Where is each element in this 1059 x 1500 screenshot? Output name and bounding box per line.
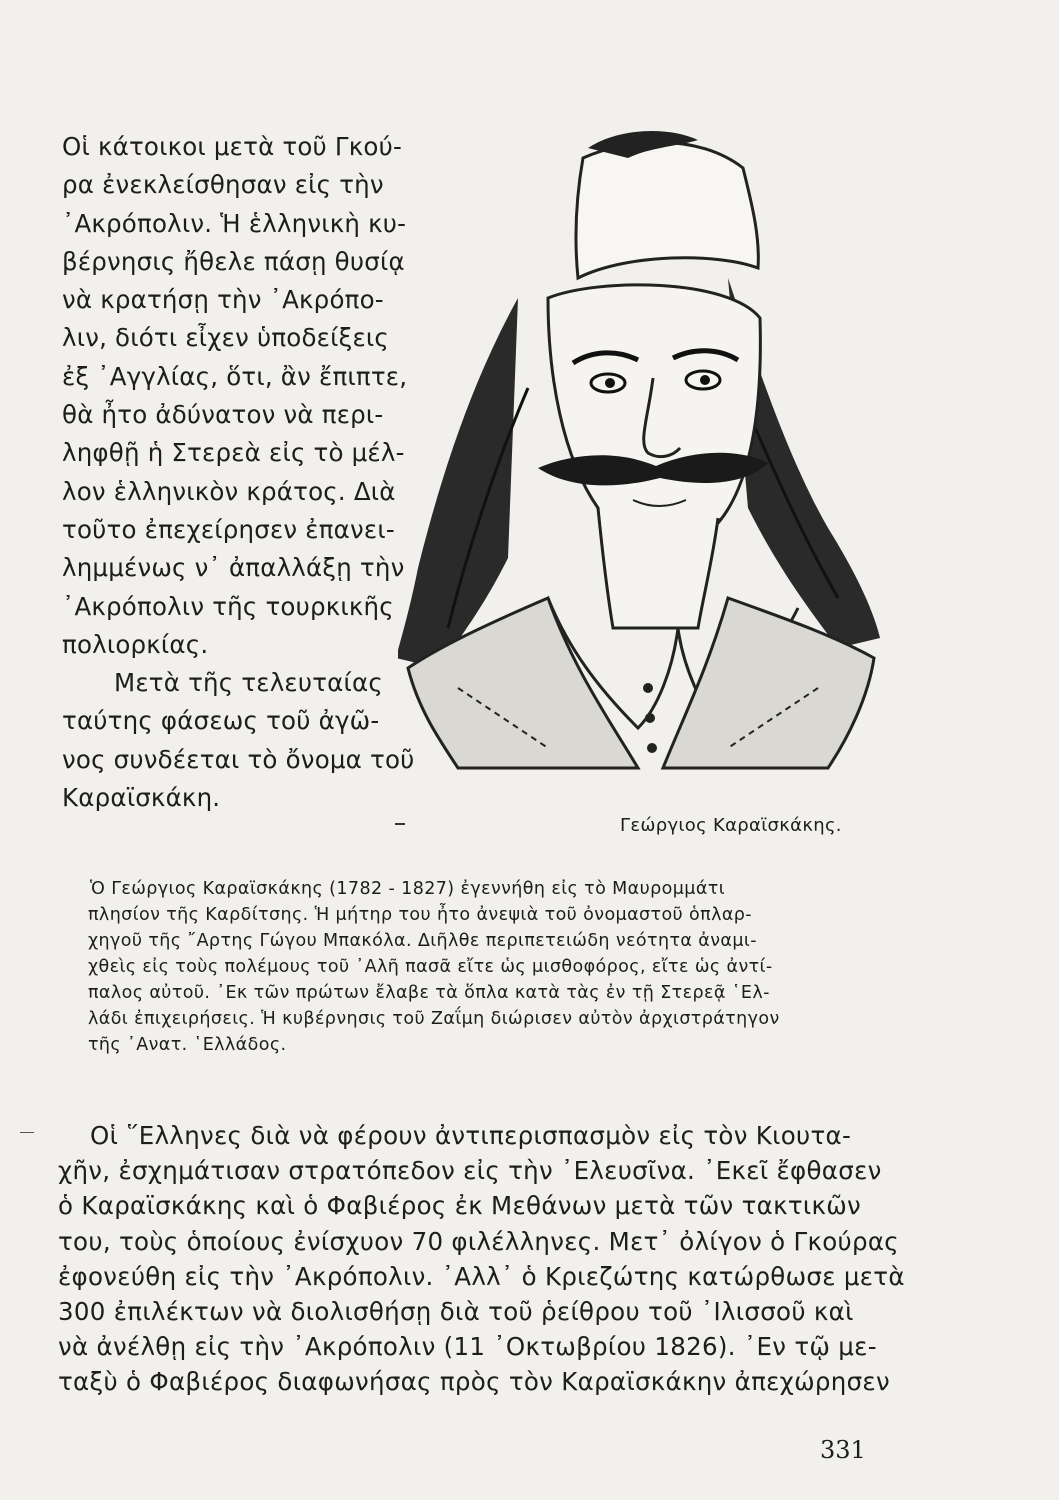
text-line: θὰ ἦτο ἀδύνατον νὰ περι- [62, 400, 384, 430]
text-line: Μετὰ τῆς τελευταίας [114, 668, 383, 698]
paragraph-line: ταξὺ ὁ Φαβιέρος διαφωνήσας πρὸς τὸν Καραϊσκάκην ἀπεχώρησεν [58, 1367, 890, 1397]
decorative-dash [395, 823, 405, 825]
bio-line: λάδι ἐπιχειρήσεις. Ἡ κυβέρνησις τοῦ Ζαΐμη διώρισεν αὐτὸν ἀρχιστράτηγον [88, 1009, 780, 1029]
text-line: Καραϊσκάκη. [62, 783, 221, 813]
text-line: Οἱ κάτοικοι μετὰ τοῦ Γκού- [62, 132, 403, 161]
margin-mark [20, 1132, 34, 1133]
text-line: ληφθῇ ἡ Στερεὰ εἰς τὸ μέλ- [62, 438, 405, 468]
karaiskakis-portrait-illustration [398, 128, 884, 808]
main-paragraph [58, 1118, 905, 1400]
paragraph-line: Οἱ ῞Ελληνες διὰ νὰ φέρουν ἀντιπερισπασμὸν εἰς τὸν Κιουτα- [90, 1121, 852, 1150]
bio-line: πλησίον τῆς Καρδίτσης. Ἡ μήτηρ του ἦτο ἀνεψιὰ τοῦ ὀνομαστοῦ ὁπλαρ- [88, 905, 753, 925]
text-line: ᾿Ακρόπολιν τῆς τουρκικῆς [62, 591, 394, 621]
paragraph-line: ὁ Καραϊσκάκης καὶ ὁ Φαβιέρος ἐκ Μεθάνων μετὰ τῶν τακτικῶν [58, 1191, 862, 1221]
biography-note [88, 876, 908, 1058]
text-line: τοῦτο ἐπεχείρησεν ἐπανει- [62, 514, 395, 544]
left-text-column [62, 128, 415, 817]
bio-line: Ὁ Γεώργιος Καραϊσκάκης (1782 - 1827) ἐγεννήθη εἰς τὸ Μαυρομμάτι [90, 879, 726, 899]
bio-line: παλος αὐτοῦ. ᾿Εκ τῶν πρώτων ἔλαβε τὰ ὅπλα κατὰ τὰς ἐν τῇ Στερεᾷ ῾Ελ- [88, 983, 770, 1003]
text-line: ᾿Ακρόπολιν. Ἡ ἑλληνικὴ κυ- [62, 208, 407, 238]
text-line: λον ἑλληνικὸν κράτος. Διὰ [62, 476, 396, 506]
text-line: λιν, διότι εἶχεν ὑποδείξεις [62, 323, 389, 353]
text-line: νος συνδέεται τὸ ὄνομα τοῦ [62, 744, 415, 774]
page-number: 331 [820, 1436, 866, 1464]
paragraph-line: νὰ ἀνέλθῃ εἰς τὴν ᾿Ακρόπολιν (11 ᾿Οκτωβρίου 1826). ᾿Εν τῷ με- [58, 1332, 877, 1362]
paragraph-line: χῆν, ἐσχημάτισαν στρατόπεδον εἰς τὴν ᾿Ελευσῖνα. ᾿Εκεῖ ἔφθασεν [58, 1156, 882, 1186]
text-line: ταύτης φάσεως τοῦ ἀγῶ- [62, 706, 380, 736]
figure-caption: Γεώργιος Καραϊσκάκης. [620, 815, 842, 836]
bio-line: χθεὶς εἰς τοὺς πολέμους τοῦ ᾿Αλῆ πασᾶ εἴτε ὡς μισθοφόρος, εἴτε ὡς ἀντί- [88, 957, 773, 977]
text-line: ἐξ ᾿Αγγλίας, ὅτι, ἂν ἔπιπτε, [62, 361, 408, 391]
paragraph-line: του, τοὺς ὁποίους ἐνίσχυον 70 φιλέλληνες. Μετ᾿ ὀλίγον ὁ Γκούρας [58, 1226, 899, 1256]
text-line: βέρνησις ἤθελε πάσῃ θυσίᾳ [62, 246, 405, 276]
text-line: νὰ κρατήσῃ τὴν ᾿Ακρόπο- [62, 285, 384, 315]
text-line: λημμένως ν᾿ ἀπαλλάξῃ τὴν [62, 553, 405, 583]
paragraph-line: 300 ἐπιλέκτων νὰ διολισθήσῃ διὰ τοῦ ῥείθρου τοῦ ᾿Ιλισσοῦ καὶ [58, 1297, 854, 1327]
text-line: ρα ἐνεκλείσθησαν εἰς τὴν [62, 170, 384, 200]
bio-line: χηγοῦ τῆς ῎Αρτης Γώγου Μπακόλα. Διῆλθε περιπετειώδη νεότητα ἀναμι- [88, 931, 757, 951]
paragraph-line: ἐφονεύθη εἰς τὴν ᾿Ακρόπολιν. ᾿Αλλ᾿ ὁ Κριεζώτης κατώρθωσε μετὰ [58, 1261, 905, 1291]
bio-line: τῆς ᾿Ανατ. ῾Ελλάδος. [88, 1035, 287, 1055]
text-line: πολιορκίας. [62, 629, 209, 659]
